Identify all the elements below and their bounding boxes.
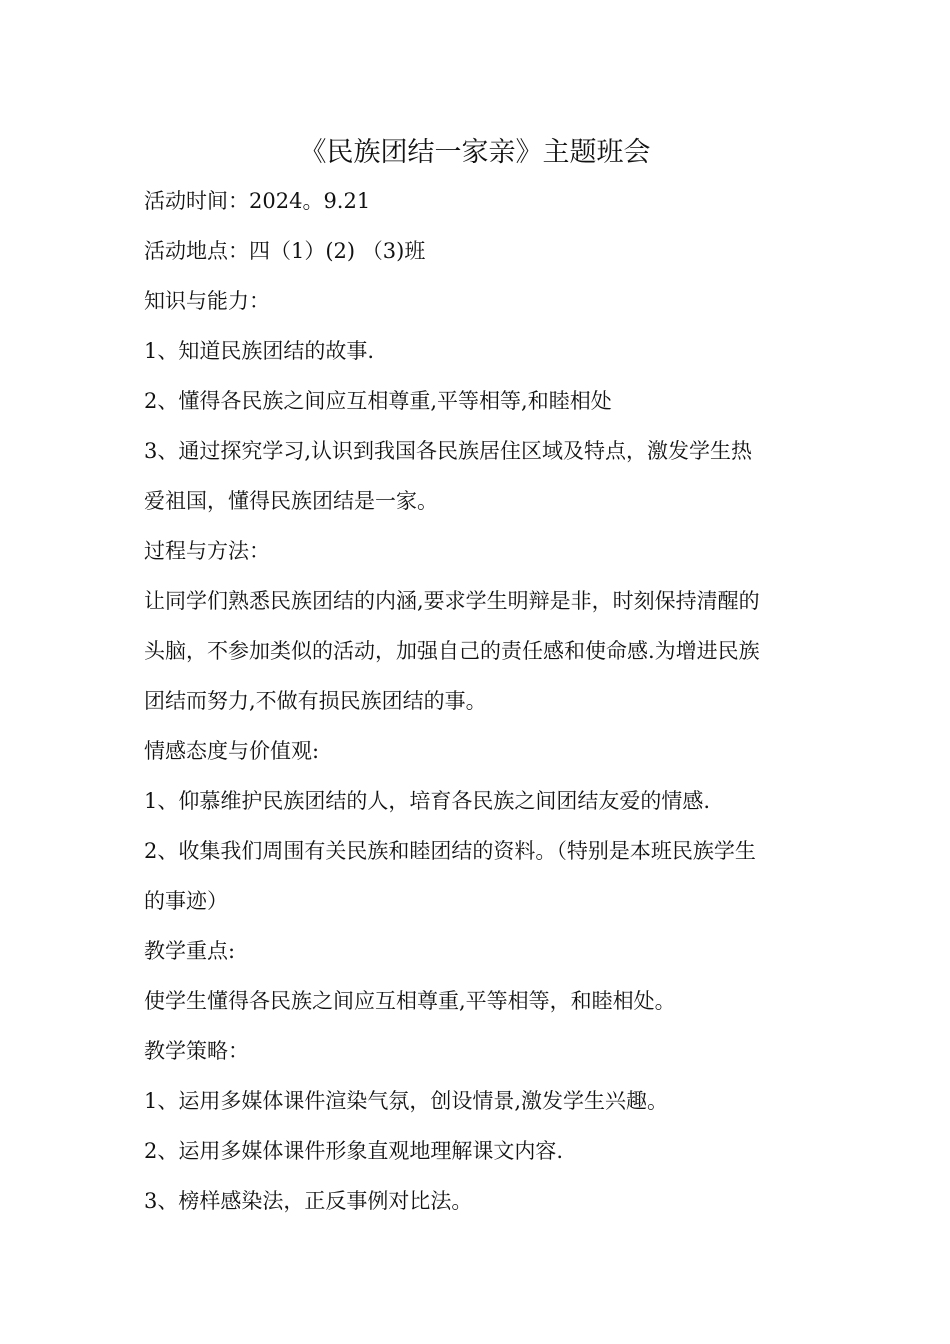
section-heading-process: 过程与方法： xyxy=(144,539,270,563)
section-heading-knowledge: 知识与能力： xyxy=(144,289,270,313)
strategy-item-3: 3、榜样感染法，正反事例对比法。 xyxy=(144,1189,473,1213)
knowledge-item-3: 3、通过探究学习,认识到我国各民族居住区域及特点，激发学生热 xyxy=(144,439,753,463)
values-item-2-continued: 的事迹） xyxy=(144,889,228,913)
values-item-2: 2、收集我们周围有关民族和睦团结的资料。（特别是本班民族学生 xyxy=(144,839,756,863)
document-body xyxy=(144,180,814,1230)
activity-location-line: 活动地点：四（1）(2) （3)班 xyxy=(144,239,426,263)
process-paragraph-line-3: 团结而努力,不做有损民族团结的事。 xyxy=(144,689,487,713)
knowledge-item-1: 1、知道民族团结的故事. xyxy=(144,339,375,363)
knowledge-item-2: 2、懂得各民族之间应互相尊重,平等相等,和睦相处 xyxy=(144,389,612,413)
section-heading-values: 情感态度与价值观: xyxy=(144,739,320,763)
process-paragraph-line-2: 头脑，不参加类似的活动，加强自己的责任感和使命感.为增进民族 xyxy=(144,639,760,663)
values-item-1: 1、仰慕维护民族团结的人，培育各民族之间团结友爱的情感. xyxy=(144,789,711,813)
section-heading-focus: 教学重点: xyxy=(144,939,236,963)
section-heading-strategy: 教学策略： xyxy=(144,1039,249,1063)
document-title: 《民族团结一家亲》主题班会 xyxy=(299,137,651,168)
focus-paragraph: 使学生懂得各民族之间应互相尊重,平等相等，和睦相处。 xyxy=(144,989,676,1013)
process-paragraph-line-1: 让同学们熟悉民族团结的内涵,要求学生明辩是非，时刻保持清醒的 xyxy=(144,589,760,613)
strategy-item-2: 2、运用多媒体课件形象直观地理解课文内容. xyxy=(144,1139,564,1163)
activity-time-line: 活动时间：2024。9.21 xyxy=(144,189,371,213)
knowledge-item-3-continued: 爱祖国，懂得民族团结是一家。 xyxy=(144,489,438,513)
strategy-item-1: 1、运用多媒体课件渲染气氛，创设情景,激发学生兴趣。 xyxy=(144,1089,669,1113)
